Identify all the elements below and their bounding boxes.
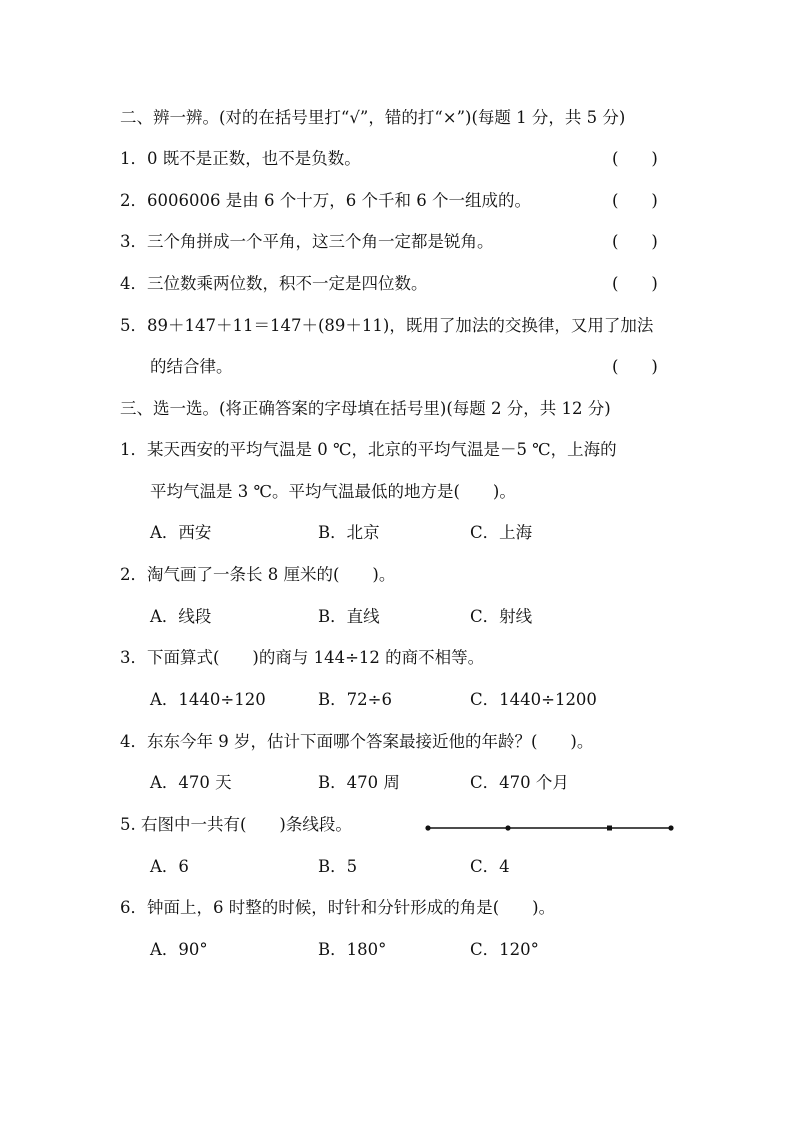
section-2-title: 二、辨一辨。(对的在括号里打“√”，错的打“×”)(每题 1 分，共 5 分) [120, 108, 626, 127]
choice-6-option-c[interactable]: C．120° [470, 940, 539, 959]
choice-5-option-b[interactable]: B．5 [318, 857, 358, 876]
segment-point-4 [668, 825, 673, 830]
judge-question-5-continuation: 的结合律。 [150, 357, 233, 376]
choice-4-option-b[interactable]: B．470 周 [318, 773, 400, 792]
section-3-title: 三、选一选。(将正确答案的字母填在括号里)(每题 2 分，共 12 分) [120, 399, 611, 418]
judge-answer-paren-5[interactable]: ( ) [612, 357, 658, 376]
choice-4-option-c[interactable]: C．470 个月 [470, 773, 569, 792]
choice-question-1-continuation: 平均气温是 3 ℃。平均气温最低的地方是( )。 [150, 482, 516, 501]
segment-point-3 [607, 826, 612, 831]
line-segment-figure [422, 818, 678, 838]
judge-answer-paren-4[interactable]: ( ) [612, 274, 658, 293]
choice-3-option-a[interactable]: A．1440÷120 [150, 690, 266, 709]
choice-question-1: 1．某天西安的平均气温是 0 ℃，北京的平均气温是－5 ℃，上海的 [120, 440, 617, 459]
choice-4-option-a[interactable]: A．470 天 [150, 773, 232, 792]
choice-3-option-c[interactable]: C．1440÷1200 [470, 690, 597, 709]
choice-5-option-c[interactable]: C．4 [470, 857, 510, 876]
choice-6-option-a[interactable]: A．90° [150, 940, 208, 959]
choice-3-option-b[interactable]: B．72÷6 [318, 690, 392, 709]
choice-6-option-b[interactable]: B．180° [318, 940, 387, 959]
choice-question-2: 2．淘气画了一条长 8 厘米的( )。 [120, 565, 396, 584]
judge-answer-paren-2[interactable]: ( ) [612, 191, 658, 210]
judge-question-4: 4．三位数乘两位数，积不一定是四位数。 [120, 274, 428, 293]
choice-question-3: 3．下面算式( )的商与 144÷12 的商不相等。 [120, 648, 485, 667]
judge-question-5: 5．89＋147＋11＝147＋(89＋11)，既用了加法的交换律，又用了加法 [120, 316, 654, 335]
choice-5-option-a[interactable]: A．6 [150, 857, 189, 876]
judge-question-2: 2．6006006 是由 6 个十万，6 个千和 6 个一组成的。 [120, 191, 531, 210]
segment-point-2 [505, 825, 510, 830]
judge-answer-paren-3[interactable]: ( ) [612, 232, 658, 251]
choice-2-option-b[interactable]: B．直线 [318, 607, 380, 626]
choice-1-option-a[interactable]: A．西安 [150, 523, 212, 542]
choice-2-option-c[interactable]: C．射线 [470, 607, 533, 626]
choice-question-4: 4．东东今年 9 岁，估计下面哪个答案最接近他的年龄？( )。 [120, 732, 594, 751]
choice-1-option-b[interactable]: B．北京 [318, 523, 380, 542]
choice-question-6: 6．钟面上，6 时整的时候，时针和分针形成的角是( )。 [120, 898, 556, 917]
judge-answer-paren-1[interactable]: ( ) [612, 149, 658, 168]
choice-1-option-c[interactable]: C．上海 [470, 523, 533, 542]
choice-2-option-a[interactable]: A．线段 [150, 607, 212, 626]
choice-question-5: 5. 右图中一共有( )条线段。 [120, 815, 352, 834]
judge-question-1: 1．0 既不是正数，也不是负数。 [120, 149, 361, 168]
judge-question-3: 3．三个角拼成一个平角，这三个角一定都是锐角。 [120, 232, 494, 251]
segment-point-1 [425, 825, 430, 830]
